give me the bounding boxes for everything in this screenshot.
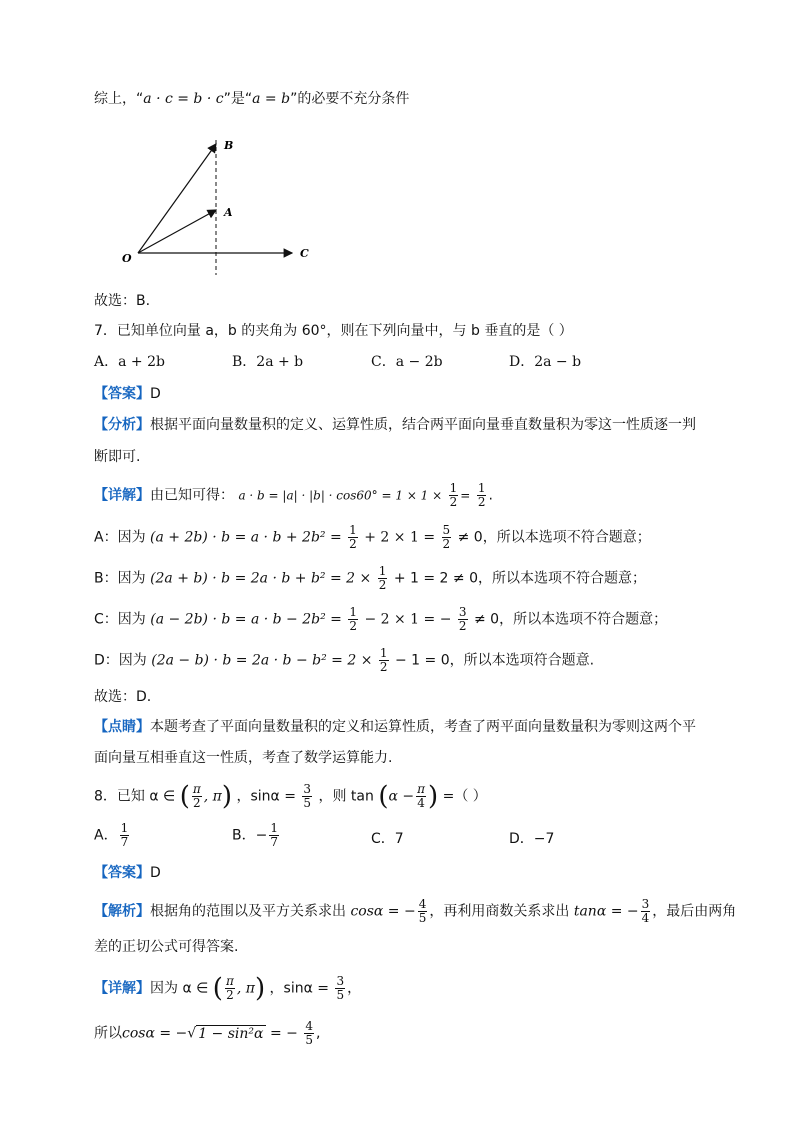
q7-option-d: D．2a − b [509,354,582,370]
q7-option-c: C．a − 2b [371,354,443,370]
q7-option-a: A．a + 2b [94,354,165,370]
vector-expression: a · c = b · c [143,91,224,107]
q8-final: 所以cosα = −√ 1 − sin²α = − $\frac{4}{5}$ , [94,1019,321,1047]
vector-figure [110,130,330,280]
q7-detail: 【详解】由已知可得： a · b = |a| · |b| · cos60° = 1 × 1 × $\frac{1}{2}$ = $\frac{1}{2}$ . [94,481,493,509]
label-C: C [300,247,309,260]
q6-choice: 故选：B. [94,293,151,309]
q8-option-d: D．−7 [509,831,555,847]
q8-option-b: B．− $\frac{1}{7}$ [232,821,278,849]
q8-detail: 【详解】因为 α ∈ ( $\frac{\pi}{2}$ , π) ，sinα = $\frac{3}{5}$ ， [94,973,362,1004]
label-O: O [122,252,132,265]
q8-analysis-cont: 差的正切公式可得答案. [94,939,239,955]
q7-comment: 【点睛】本题考查了平面向量数量积的定义和运算性质，考查了两平面向量数量积为零则这两个平 [94,719,696,735]
q7-answer: 【答案】D [94,386,161,402]
label-B: B [224,139,234,152]
q8-answer: 【答案】D [94,865,161,881]
q7-option-b: B．2a + b [232,354,304,370]
q7-comment-cont: 面向量互相垂直这一性质，考查了数学运算能力. [94,750,393,766]
q7-detail-b: B：因为 (2a + b) · b = 2a · b + b² = 2 × $\frac{1}{2}$ + 1 = 2 ≠ 0，所以本选项不符合题意； [94,564,646,592]
q7-detail-a: A：因为 (a + 2b) · b = a · b + 2b² = $\frac{1}{2}$ + 2 × 1 = $\frac{5}{2}$ ≠ 0，所以本选项不符合题意； [94,523,651,551]
q7-analysis-cont: 断即可. [94,449,141,465]
q8-analysis: 【解析】根据角的范围以及平方关系求出 cosα = − $\frac{4}{5}$ ，再利用商数关系求出 tanα = − $\frac{3}{4}$ ，最后由两角 [94,897,737,925]
q7-stem: 7．已知单位向量 a，b 的夹角为 60°，则在下列向量中，与 b 垂直的是（ ） [94,323,573,339]
q7-detail-c: C：因为 (a − 2b) · b = a · b − 2b² = $\frac{1}{2}$ − 2 × 1 = − $\frac{3}{2}$ ≠ 0，所以本选项不符合题意； [94,605,668,633]
q7-analysis: 【分析】根据平面向量数量积的定义、运算性质，结合两平面向量垂直数量积为零这一性质逐一判 [94,417,696,433]
q7-detail-d: D：因为 (2a − b) · b = 2a · b − b² = 2 × $\frac{1}{2}$ − 1 = 0，所以本选项符合题意. [94,646,595,674]
label-A: A [224,206,233,219]
q8-option-c: C．7 [371,831,404,847]
q7-choice: 故选：D. [94,689,152,705]
q8-options [94,822,694,858]
vector-OA [138,210,216,253]
q8-option-a: A． $\frac{1}{7}$ [94,821,129,849]
vector-OB [138,144,216,253]
q8-stem: 8．已知 α ∈ ( $\frac{\pi}{2}$ , π) ，sinα = $\frac{3}{5}$ ，则 tan (α − $\frac{\pi}{4}$ ) =（ ） [94,781,487,812]
summary-line: 综上，“a · c = b · c”是“a = b”的必要不充分条件 [94,91,410,107]
vector-expression: a = b [252,91,291,107]
